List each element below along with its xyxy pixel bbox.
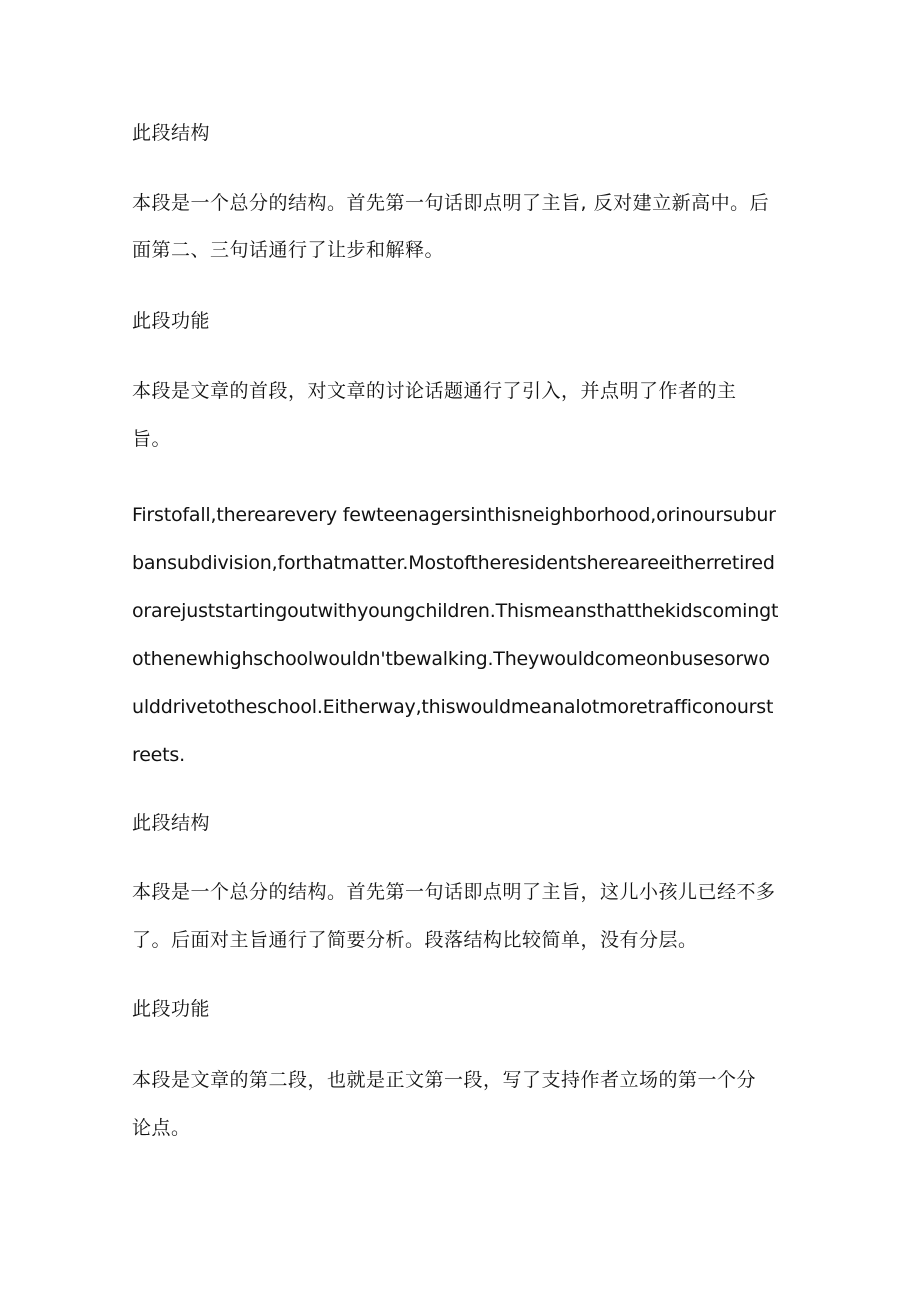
paragraph-line: 本段是一个总分的结构。首先第一句话即点明了主旨, 反对建立新高中。后 xyxy=(132,192,770,214)
english-line: othenewhighschoolwouldn'tbewalking.Theywouldcomeonbusesorwo xyxy=(132,648,770,670)
heading-structure: 此段结构 xyxy=(132,122,211,144)
heading-function: 此段功能 xyxy=(132,998,211,1020)
english-line: orarejuststartingoutwithyoungchildren.Thismeansthatthekidscomingt xyxy=(132,600,779,622)
heading-function: 此段功能 xyxy=(132,310,211,332)
paragraph-line: 论点。 xyxy=(132,1117,191,1139)
paragraph-line: 本段是文章的第二段，也就是正文第一段，写了支持作者立场的第一个分 xyxy=(132,1069,757,1091)
paragraph-line: 面第二、三句话通行了让步和解释。 xyxy=(132,239,445,261)
paragraph-line: 旨。 xyxy=(132,428,172,450)
english-line: Firstofall,therearevery fewteenagersinthisneighborhood,orinoursubur xyxy=(132,504,776,526)
paragraph-line: 本段是文章的首段，对文章的讨论话题通行了引入，并点明了作者的主 xyxy=(132,380,737,402)
heading-structure: 此段结构 xyxy=(132,812,211,834)
paragraph-line: 本段是一个总分的结构。首先第一句话即点明了主旨，这儿小孩儿已经不多 xyxy=(132,881,776,903)
english-line: reets. xyxy=(132,744,185,766)
english-line: ulddrivetotheschool.Eitherway,thiswouldmeanalotmoretrafficonourst xyxy=(132,696,774,718)
paragraph-line: 了。后面对主旨通行了简要分析。段落结构比较简单，没有分层。 xyxy=(132,929,698,951)
english-line: bansubdivision,forthatmatter.Mostoftheresidentshereareeitherretired xyxy=(132,552,775,574)
